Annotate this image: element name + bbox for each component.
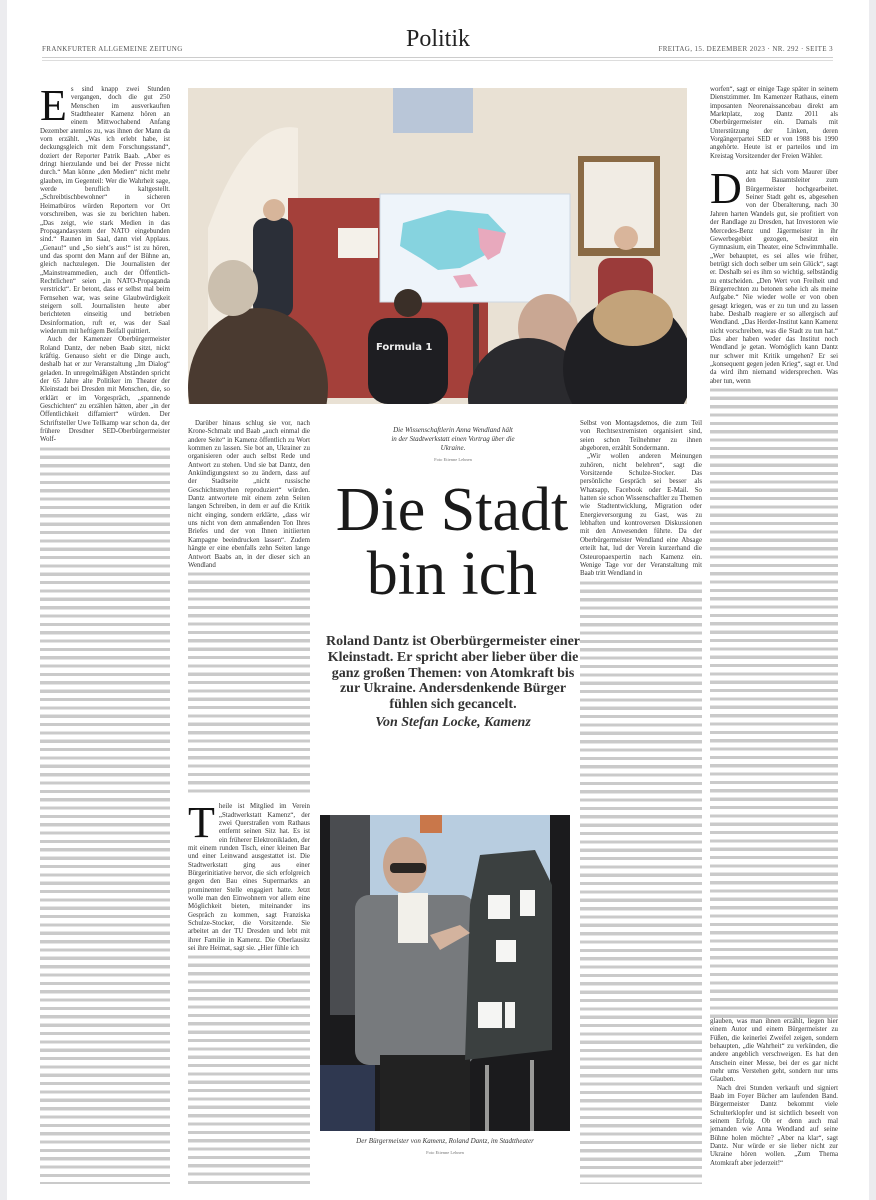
article-column-2: [188, 420, 310, 1184]
caption-text: Der Bürgermeister von Kamenz, Roland Dantz, im Stadttheater: [356, 1137, 534, 1145]
caption-text: Die Wissenschaftlerin Anna Wendland hält in der Stadtwerkstatt einen Vortrag über die Ukraine.: [391, 426, 515, 452]
article-text-continued: [188, 570, 310, 795]
newspaper-name: FRANKFURTER ALLGEMEINE ZEITUNG: [42, 45, 183, 53]
article-paragraph: Nach drei Stunden verkauft und signiert Baab im Foyer Bücher am laufenden Band. Bürgermeister Dantz bekommt viele Schulterklopfer und ist sichtlich beseelt von seinem Erfolg. Ob er denn auch mal jemanden wie Anna Wendland auf seine Bühne holen möchte? „Aber na klar“, sagt Dantz. Nur würde er sie lieber nicht zur Ukraine hören wollen. „Zum Thema Atomkraft aber jederzeit!“: [710, 1084, 838, 1167]
newspaper-page: [7, 0, 869, 1200]
article-paragraph: Es sind knapp zwei Stunden vergangen, doch die gut 250 Menschen im ausverkauften Stadttheater Kamenz hören an einem Mittwochabend Anfang Dezember atemlos zu, was ihnen der Mann da vorn erzählt. „Was ich erlebt habe, ist deckungsgleich mit dem Forschungsstand“, doziert der Reporter Patrik Baab. „Aber es dringt hierzulande und bei der Presse nicht durch.“ Man könne „den Medien“ nicht mehr glauben, im Gegenteil: Wer die Wahrheit sage, werde beruflich kaltgestellt. „Schreibtischbewohner“ in sicheren Heimatbüros würden Reportern vor Ort vorschreiben, was sie zu berichten haben. „Das zeigt, wie stark Medien in das Propagandasystem der NATO eingebunden sind.“ Raunen im Saal, dann viel Applaus. „Genau!“ und „So sieht’s aus!“ ist zu hören, und das spornt den Mann auf der Bühne an, gleich nachzulegen. Die Journalisten der „Mainstreammedien, auch der Öffentlich-Rechtlichen“ seien „in NATO-Propaganda verstrickt“. Er betont, dass er selbst mal beim Fernsehen war, was seine Glaubwürdigkeit steigern soll. Journalisten heute aber berichteten einseitig und betrieben Desinformation, ruft er, was der Saal wiederum mit heftigem Beifall quittiert.: [40, 81, 170, 335]
drop-cap: T: [188, 798, 215, 848]
photo-caption-bottom: [320, 1137, 570, 1157]
article-text-continued: [188, 953, 310, 1184]
article-column-4: [710, 86, 838, 1184]
article-paragraph: Dantz hat sich vom Maurer über den Bauamtsleiter zum Bürgermeister hochgearbeitet. Seiner Stadt geht es, abgesehen von der Überalterung, nach 30 Jahren harten Wandels gut, sie profitiert von der Randlage zu Dresden, hat Investoren wie Mercedes-Benz und Jägermeister in ihr Gewerbegebiet gezogen, besitzt ein Gymnasium, ein Theater, eine Schwimmhalle. „Wer behauptet, es sei alles wie früher, betrügt sich doch selber um sein Glück“, sagt er. Deshalb sei es ihm so wichtig, selbständig zu entscheiden. „Den Wert von Freiheit und Bürgerrechten zu betonen sehe ich als meine Aufgabe.“ Nie wieder wolle er von oben gesagt kriegen, was er zu tun und zu lassen habe. Deshalb reagiere er so allergisch auf Wendland. „Das Herder-Institut kann Kamenz nicht vorschreiben, was die Stadt zu tun hat.“ Das aber haben weder das Institut noch Wendland je getan. Womöglich kann Dantz nur schwer mit Kritik umgehen? Er sei „konsequent gegen jeden Krieg“, sagt er. Und da wird ihm niemand widersprechen. Was aber tun, wenn: [710, 164, 838, 385]
photo-credit: Foto Etienne Lehnen: [434, 457, 472, 462]
deck-text: Roland Dantz ist Oberbürgermeister einer Kleinstadt. Er spricht aber lieber über die ganz großen Themen: von Atomkraft bis zur Ukraine. Andersdenkende Bürger fühlen sich gecancelt.: [325, 634, 581, 713]
headline-line: Die Stadt: [335, 476, 569, 544]
photo-credit: Foto Etienne Lehnen: [426, 1150, 464, 1155]
article-deck: [322, 634, 584, 731]
article-paragraph: worfen“, sagt er einige Tage später in seinem Dienstzimmer. Im Kamenzer Rathaus, einem imposanten Neorenaissancebau direkt am Marktplatz, zog Dantz 2011 als Oberbürgermeister ein. Damals mit Unterstützung der Linken, deren Vorgängerpartei SED er von 1988 bis 1990 angehörte. Heute ist er parteilos und im Kreistag Vorsitzender der Freien Wähler.: [710, 86, 838, 160]
drop-cap: D: [710, 164, 742, 214]
issue-info: FREITAG, 15. DEZEMBER 2023 · NR. 292 · SEITE 3: [658, 45, 833, 53]
header-rule: [42, 57, 833, 61]
article-text-continued: [710, 386, 838, 1018]
headline-line: bin ich: [366, 540, 538, 608]
article-paragraph: „Wir wollen anderen Meinungen zuhören, nicht belehren“, sagt die Vorsitzende Schulze-Stocker. Das persönliche Gespräch sei besser als Whatsapp, Facebook oder E-Mail. So hatten sie schon Wissenschaftler zu Themen wie Stadtentwicklung, Migration oder Energieversorgung zu Gast, was zu lebhaften und kontroversen Diskussionen mit den Anwesenden führte. Da der Oberbürgermeister Wendland eine Absage erteilt hat, lud der Verein kurzerhand die Osteuropaexpertin nach Kamenz ein. Wenige Tage vor der Veranstaltung mit Baab tritt Wendland in: [580, 453, 702, 578]
article-column-3: [580, 420, 702, 1184]
headline: [317, 478, 587, 606]
article-paragraph: Selbst von Montagsdemos, die zum Teil von Rechtsextremisten organisiert sind, seien schon Teilnehmer zu ihnen abgeboren, erzählt Sondermann.: [580, 420, 702, 453]
sweatshirt-text: Formula 1: [376, 342, 433, 353]
article-column-1: [40, 81, 170, 1184]
article-paragraph: Darüber hinaus schlug sie vor, nach Krone-Schmalz und Baab „auch einmal die andere Seite“ in Kamenz öffentlich zu Wort kommen zu lassen. Sie bot an, Ukrainer zu organisieren oder auch selbst Rede und Antwort zu stehen. Und sie bat Dantz, den Ankündigungstext so zu ändern, dass auf der Stadtseite „nicht russische Geschichtsmythen reproduziert“ würden. Dantz antwortete mit einem zehn Seiten langen Schreiben, in dem er auf die Kritik nicht einging, sondern erklärte, „dass wir uns nicht von dem anmaßenden Ton Ihres Briefes und der von Ihnen initiierten Kampagne beeindrucken lassen“. Zudem hängte er eine ebenfalls zehn Seiten lange Antwort Baabs an, in der dieser sich an Wendland: [188, 420, 310, 569]
article-paragraph: Theile ist Mitglied im Verein „Stadtwerkstatt Kamenz“, der zwei Querstraßen vom Rathaus entfernt seinen Sitz hat. Es ist ein früherer Elektronikladen, der mit einem runden Tisch, einer kleinen Bar und einer Leinwand ausgestattet ist. Die Stadtwerkstatt ging aus einer Bürgerinitiative hervor, die sich erfolgreich gegen den Bau eines Supermarkts an prominenter Stelle engagiert hatte. Jetzt wolle man den Einwohnern vor allem eine Möglichkeit bieten, miteinander ins Gespräch zu kommen, sagt Franziska Schulze-Stocker, die Vorsitzende. Sie arbeitet an der TU Dresden und lebt mit ihrer Familie in Kamenz. Die Oberlausitz sei ihre Heimat, sagt sie. „Hier fühle ich: [188, 798, 310, 953]
photo-mayor: [320, 815, 570, 1131]
mayor-photo-image: [320, 815, 570, 1131]
lecture-photo-image: [188, 88, 687, 404]
photo-caption-top: [390, 426, 516, 464]
article-text-continued: [580, 579, 702, 1184]
article-paragraph: glauben, was man ihnen erzählt, liegen hier einem Autor und einem Bürgermeister zu Füßen, die keinerlei Zweifel zeigen, sondern behaupten, „die Wahrheit“ zu verkünden, die andere angeblich verschweigen. Es hat den Anschein einer Messe, bei der es gar nicht mehr ums Verstehen geht, sondern nur ums Glauben.: [710, 1017, 838, 1084]
drop-cap: E: [40, 81, 67, 130]
article-text-continued: [40, 445, 170, 1184]
byline: Von Stefan Locke, Kamenz: [375, 714, 531, 730]
section-title: Politik: [405, 26, 471, 52]
article-paragraph: Auch der Kamenzer Oberbürgermeister Roland Dantz, der neben Baab sitzt, nickt kräftig. Genauso sieht er die Dinge auch, deshalb hat er zur Veranstaltung „Im Dialog“ geladen. In unregelmäßigen Abständen spricht der 65 Jahre alte Politiker im Theater der Kleinstadt bei Dresden mit Menschen, die, so erklärt er im Vorgespräch, „spannende Geschichten“ zu erzählen hätten, aber „in der Öffentlichkeit diffamiert“ würden. Der Schriftsteller Uwe Tellkamp war schon da, der frühere Dresdner SED-Oberbürgermeister Wolf-: [40, 336, 170, 444]
photo-lecture: [188, 88, 687, 404]
